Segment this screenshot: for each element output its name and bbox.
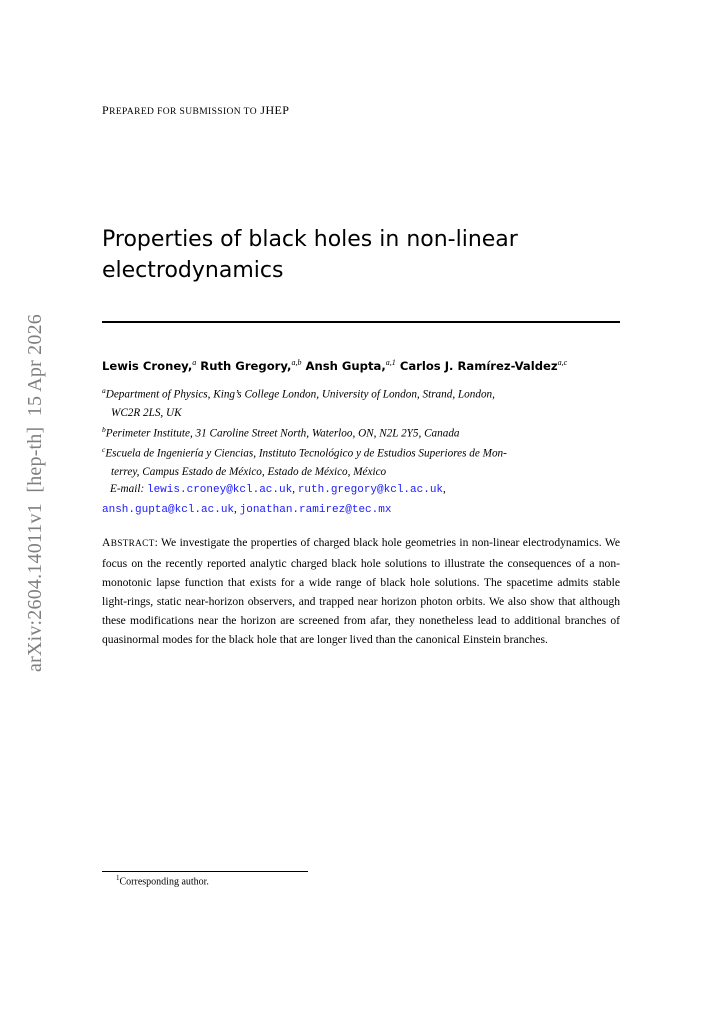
journal-header-rest: REPARED FOR SUBMISSION TO [109,107,257,117]
author-name: Ansh Gupta, [305,358,386,373]
email-link[interactable]: jonathan.ramirez@tec.mx [239,504,392,516]
affiliation-a [102,382,622,422]
author-name: Carlos J. Ramírez-Valdez [399,358,558,373]
affiliation-mark: b [102,425,106,434]
affiliation-c [102,441,622,481]
affiliation-line: Department of Physics, King’s College London, University of London, Strand, London, [105,388,495,401]
email-label: E-mail: [110,483,145,495]
email-block: E-mail: lewis.croney@kcl.ac.uk, ruth.gregory@kcl.ac.uk, ansh.gupta@kcl.ac.uk, jonathan.ramirez@tec.mx [102,483,446,516]
journal-name: JHEP [260,103,290,117]
author-affil-mark: a,1 [385,358,396,367]
affiliation-b [102,421,622,443]
affiliation-mark: c [102,445,106,454]
email-link[interactable]: lewis.croney@kcl.ac.uk [146,484,293,496]
author-name: Lewis Croney, [102,358,193,373]
author-affil-mark: a,c [557,358,568,367]
affiliation-mark: a [102,386,106,395]
affiliation-line: Perimeter Institute, 31 Caroline Street North, Waterloo, ON, N2L 2Y5, Canada [105,427,460,440]
author-affil-mark: a [192,358,197,367]
author-affil-mark: a,b [291,358,302,367]
journal-header [102,103,289,118]
arxiv-identifier: arXiv:2604.14011v1 [hep-th] 15 Apr 2026 [24,314,46,672]
abstract-heading-initial: A [102,536,111,549]
title-rule [102,321,620,323]
footnote [116,874,209,887]
abstract-colon: : [154,536,158,549]
abstract-heading [102,536,155,549]
footnote-text: Corresponding author. [119,876,209,888]
affiliation-line: WC2R 2LS, UK [111,406,182,419]
author-list [102,358,632,373]
abstract-heading-rest: BSTRACT [110,539,155,549]
affiliation-line: terrey, Campus Estado de México, Estado de México, México [111,465,387,478]
footnote-rule [102,871,308,872]
journal-header-initial: P [102,103,110,117]
footnote-mark: 1 [116,874,120,882]
affiliation-line: Escuela de Ingeniería y Ciencias, Instituto Tecnológico y de Estudios Superiores de Mon- [105,447,507,460]
abstract-text: We investigate the properties of charged black hole geometries in non-linear electrodynamics. We focus on the recently reported analytic charged black hole solutions to illustrate the consequences of a non-monotonic lapse function that exists for a wide range of black hole solutions. The spacetime admits stable light-rings, static near-horizon observers, and trapped near horizon photon orbits. We also show that although these modifications near the horizon are screened from afar, they nonetheless lead to additional branches of quasinormal modes for the black hole that are longer lived than the canonical Einstein branches. [102,536,620,647]
paper-title: Properties of black holes in non-linear electrodynamics [102,227,518,283]
author-name: Ruth Gregory, [200,358,292,373]
abstract [102,533,620,650]
email-link[interactable]: ruth.gregory@kcl.ac.uk [297,484,444,496]
email-link[interactable]: ansh.gupta@kcl.ac.uk [102,504,235,516]
